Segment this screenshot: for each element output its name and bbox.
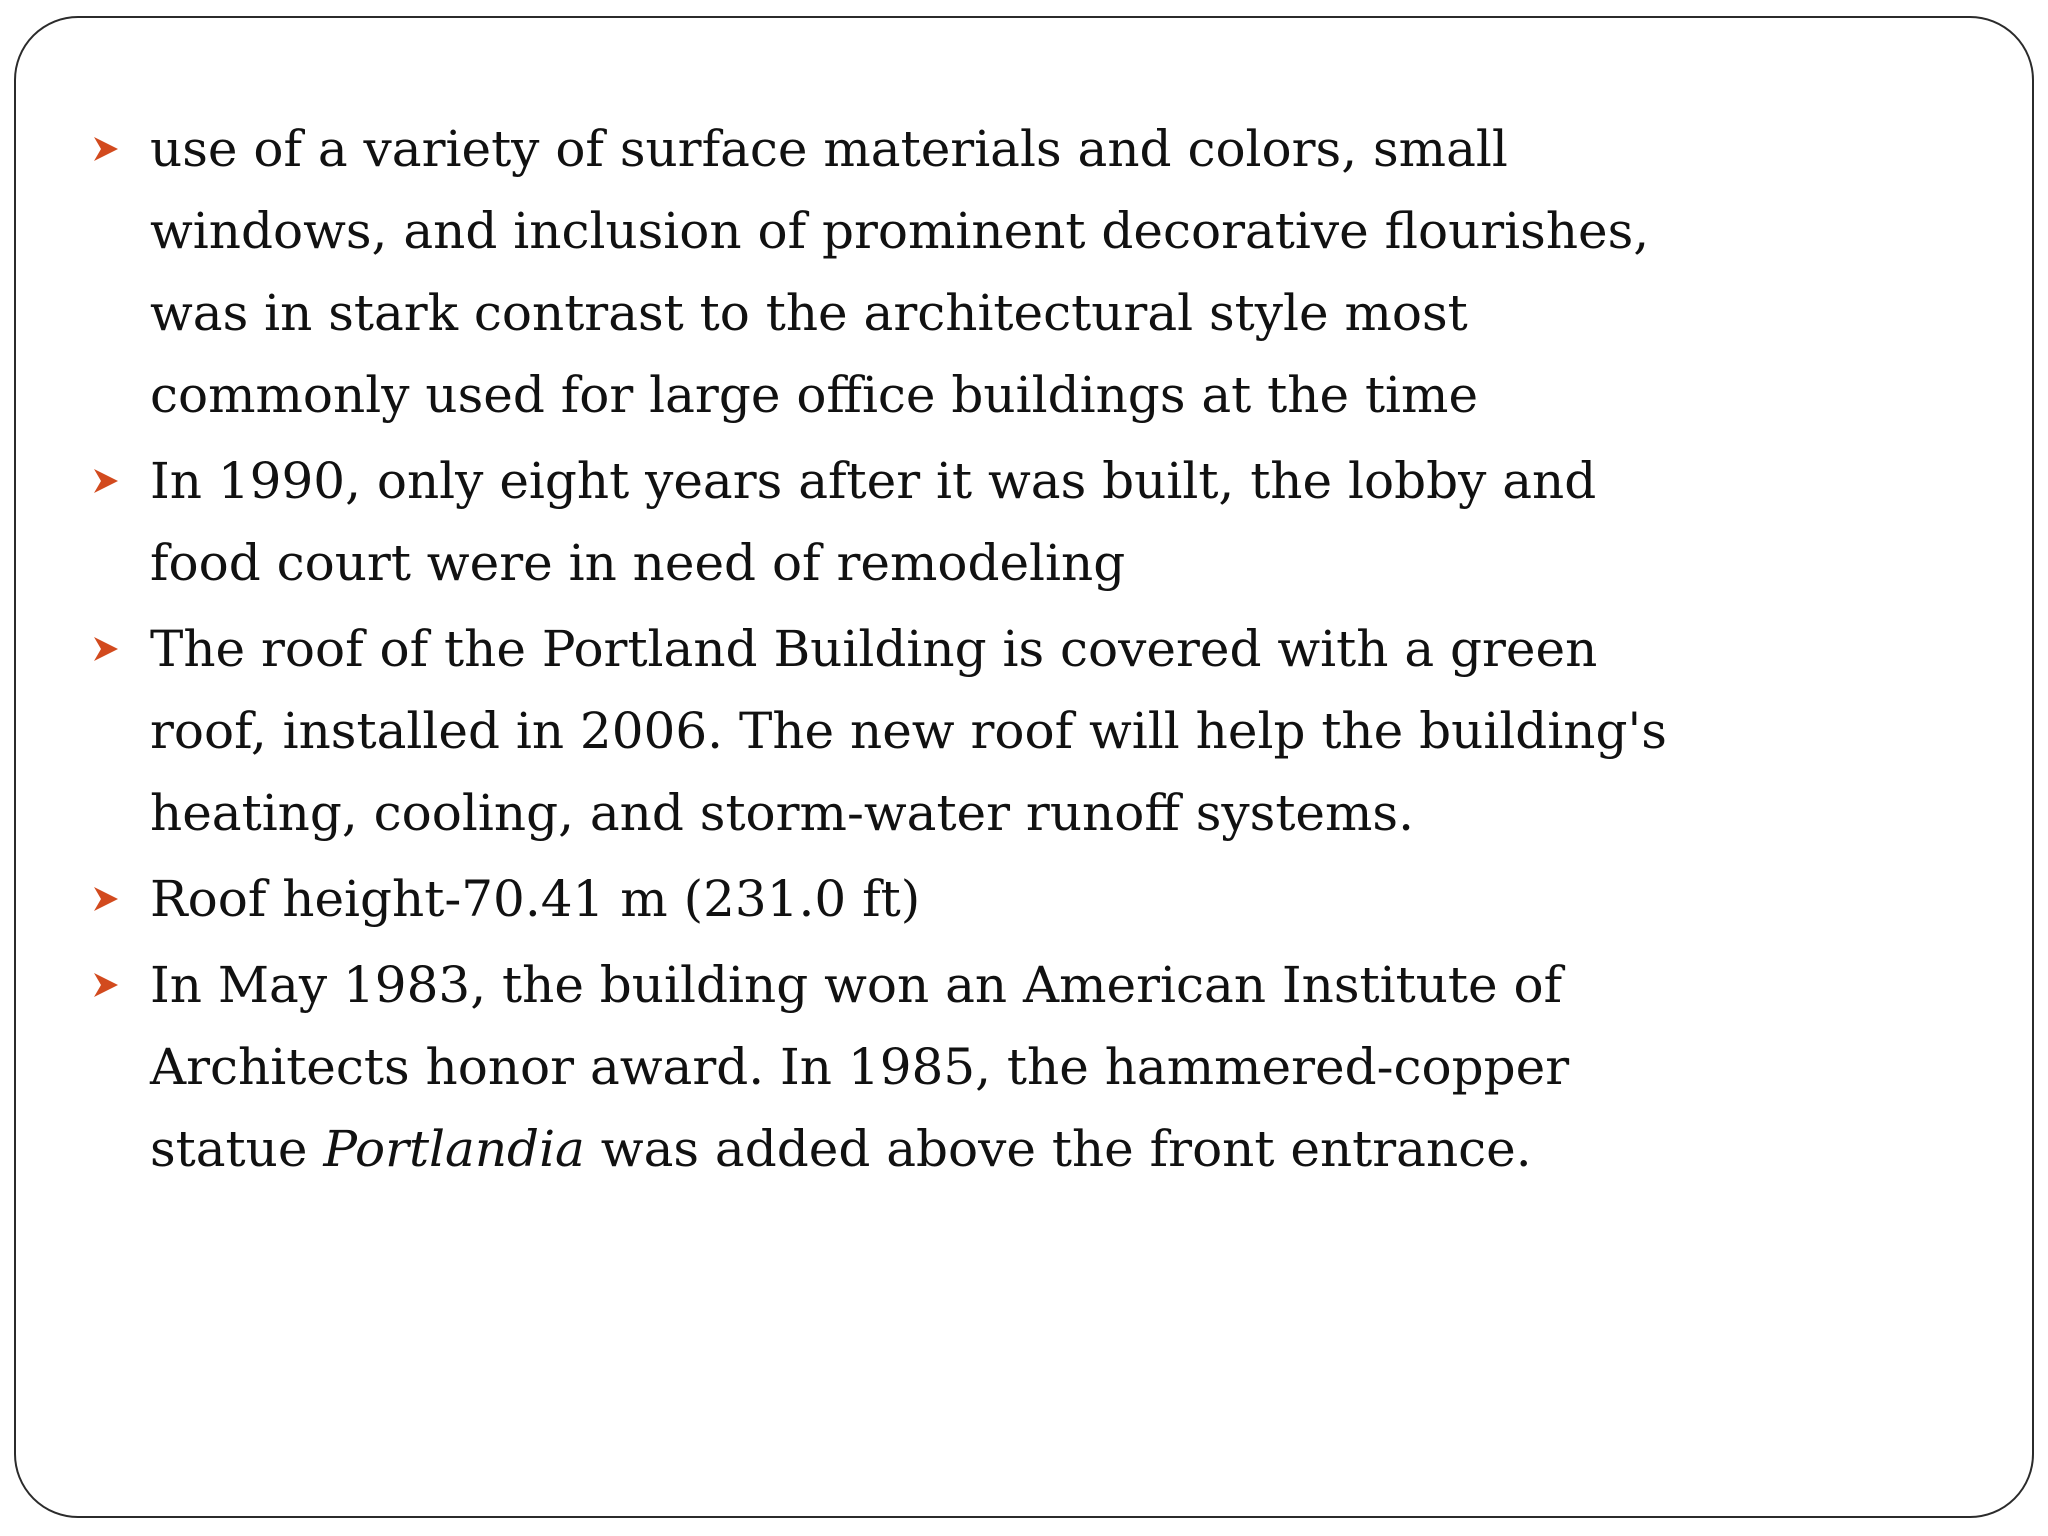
arrowhead-bullet-icon (92, 885, 120, 913)
bullet-item (80, 108, 1980, 436)
bullet-line: In May 1983, the building won an American Institute of (150, 956, 1563, 1014)
bullet-line: Architects honor award. In 1985, the hammered-copper (150, 1038, 1570, 1096)
bullet-line-with-italic (150, 1108, 1980, 1190)
arrowhead-bullet-icon (92, 635, 120, 663)
arrowhead-bullet-icon (92, 467, 120, 495)
bullet-line: windows, and inclusion of prominent decorative flourishes, (150, 202, 1650, 260)
bullet-text-before: statue (150, 1120, 324, 1178)
bullet-line: The roof of the Portland Building is covered with a green (150, 620, 1598, 678)
arrowhead-bullet-icon (92, 135, 120, 163)
bullet-item (80, 440, 1980, 604)
bullet-item (80, 858, 1980, 940)
bullet-item (80, 944, 1980, 1190)
bullet-line: food court were in need of remodeling (150, 534, 1126, 592)
bullet-line: heating, cooling, and storm-water runoff systems. (150, 784, 1414, 842)
bullet-line: In 1990, only eight years after it was built, the lobby and (150, 452, 1597, 510)
bullet-line: roof, installed in 2006. The new roof will help the building's (150, 702, 1667, 760)
bullet-line: use of a variety of surface materials and colors, small (150, 120, 1508, 178)
bullet-line: commonly used for large office buildings at the time (150, 366, 1479, 424)
bullet-list (80, 108, 1980, 1194)
slide-frame (14, 16, 2034, 1518)
bullet-line: Roof height-70.41 m (231.0 ft) (150, 870, 921, 928)
arrowhead-bullet-icon (92, 971, 120, 999)
statue-name-italic: Portlandia (323, 1120, 585, 1178)
bullet-text-after: was added above the front entrance. (584, 1120, 1532, 1178)
bullet-item (80, 608, 1980, 854)
bullet-line: was in stark contrast to the architectural style most (150, 284, 1468, 342)
